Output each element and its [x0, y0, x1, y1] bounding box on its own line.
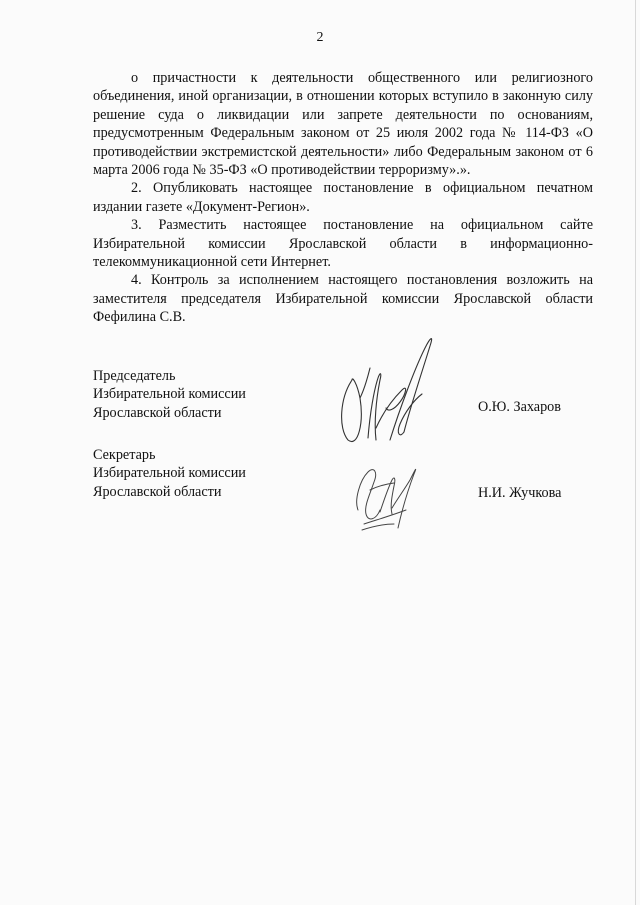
- chairman-position: [93, 367, 293, 422]
- chairman-title: Председатель: [93, 368, 176, 384]
- paragraph-control: 4. Контроль за исполнением настоящего постановления возложить на заместителя председателя Избирательной комиссии Ярославской области Фефилина С.В.: [93, 272, 593, 326]
- page-number: 2: [316, 30, 324, 45]
- secretary-org-line2: Ярославской области: [93, 483, 222, 500]
- chairman-org-line2: Ярославской области: [93, 404, 222, 421]
- paragraph-continuation: о причастности к деятельности общественного или религиозного объединения, иной организации, в отношении которых вступило в законную силу решение суда о ликвидации или запрете деятельности по основаниям, предусмотренным Федеральным законом от 25 июля 2002 года № 114-ФЗ «О противодействии экстремистской деятельности» либо Федеральным законом от 6 марта 2006 года № 35-ФЗ «О противодействии терроризму».».: [93, 70, 593, 179]
- chairman-name: О.Ю. Захаров: [478, 399, 561, 415]
- page-edge-line: [635, 0, 636, 905]
- paragraph-website: 3. Разместить настоящее постановление на официальном сайте Избирательной комиссии Ярославской области в информационно-телекоммуникационной сети Интернет.: [93, 217, 593, 271]
- chairman-signature: [330, 328, 450, 448]
- secretary-title: Секретарь: [93, 447, 156, 463]
- chairman-org-line1: Избирательной комиссии: [93, 386, 246, 403]
- paragraph-publish: 2. Опубликовать настоящее постановление в официальном печатном издании газете «Документ-Регион».: [93, 180, 593, 215]
- secretary-signature: [350, 450, 430, 535]
- secretary-name: Н.И. Жучкова: [478, 485, 562, 501]
- secretary-position: [93, 446, 293, 501]
- document-body: [93, 69, 593, 327]
- secretary-org-line1: Избирательной комиссии: [93, 465, 246, 482]
